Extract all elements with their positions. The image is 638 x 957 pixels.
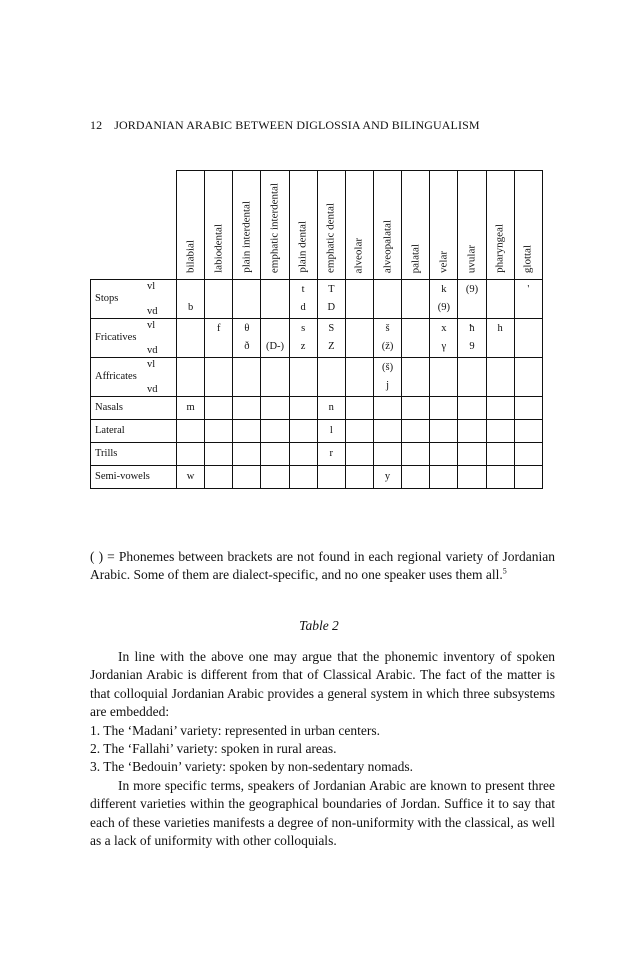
table-cell — [233, 280, 261, 319]
phoneme — [290, 378, 317, 394]
phoneme — [486, 443, 514, 466]
table-cell — [317, 319, 345, 358]
phoneme — [373, 397, 401, 420]
phoneme — [402, 443, 430, 466]
column-header-label: emphatic interdental — [268, 182, 281, 273]
phoneme — [233, 466, 261, 489]
phoneme: k — [441, 284, 447, 295]
phoneme — [402, 339, 429, 355]
row-label — [91, 319, 177, 358]
table-cell — [373, 280, 401, 319]
table-cell — [458, 280, 486, 319]
phoneme — [290, 360, 317, 376]
column-header — [261, 171, 289, 280]
phoneme — [233, 397, 261, 420]
paragraph-2: In more specific terms, speakers of Jordanian Arabic are known to present three different varieties within the geographical boundaries of Jordan. Suffice it to say that each of these varieties manifests a degree of non-uniformity with the classical, as well as a lack of uniformity with other colloquials. — [90, 777, 555, 849]
table-cell — [289, 280, 317, 319]
phoneme: w — [177, 466, 205, 489]
column-header-label: pharyngeal — [493, 224, 506, 273]
phoneme — [289, 420, 317, 443]
body-text — [90, 648, 555, 850]
phoneme: S — [328, 323, 335, 334]
table-cell — [430, 280, 458, 319]
phoneme — [458, 420, 486, 443]
bracket-note — [90, 548, 555, 584]
phoneme: 9 — [469, 341, 475, 352]
phoneme: b — [187, 302, 194, 313]
phoneme — [346, 300, 373, 316]
paragraph-1: In line with the above one may argue that the phonemic inventory of spoken Jordanian Arabic is different from that of Classical Arabic. The fact of the matter is that colloquial Jordanian Arabic provides a general system in which three subsystems are embedded: — [90, 649, 555, 720]
phoneme — [458, 360, 485, 376]
phoneme — [233, 300, 260, 316]
column-header-row — [91, 171, 543, 280]
phoneme — [486, 420, 514, 443]
table-cell — [402, 319, 430, 358]
page-number: 12 — [90, 118, 103, 132]
phoneme — [261, 466, 289, 489]
phoneme — [430, 397, 458, 420]
list-item: 1. The ‘Madani’ variety: represented in urban centers. — [90, 722, 381, 738]
phoneme — [515, 378, 542, 394]
voicing-label: vd — [147, 345, 158, 356]
phoneme: (9) — [437, 302, 450, 313]
phoneme — [177, 360, 204, 376]
bracket-note-text: ( ) = Phonemes between brackets are not found in each regional variety of Jordanian Arabic. Some of them are dialect-specific, and no one speaker uses them all. — [90, 549, 555, 582]
row-label — [91, 280, 177, 319]
table-row — [91, 319, 543, 358]
row-label: Nasals — [91, 397, 177, 420]
phoneme-table — [90, 170, 543, 489]
phoneme — [515, 321, 542, 337]
phoneme — [487, 300, 514, 316]
table-cell — [486, 280, 514, 319]
table-row — [91, 358, 543, 397]
footnote-ref: 5 — [502, 566, 507, 576]
column-header-label: glottal — [521, 244, 534, 273]
phoneme — [177, 339, 204, 355]
manner-label: Fricatives — [95, 332, 137, 343]
phoneme — [402, 360, 429, 376]
phoneme: s — [301, 323, 306, 334]
list-item: 3. The ‘Bedouin’ variety: spoken by non-sedentary nomads. — [90, 759, 414, 775]
table-cell — [261, 358, 289, 397]
phoneme: z — [300, 341, 306, 352]
phoneme — [261, 360, 288, 376]
phoneme: ' — [527, 284, 530, 295]
phoneme — [373, 420, 401, 443]
phoneme — [289, 397, 317, 420]
phoneme: (ž) — [381, 341, 394, 352]
phoneme — [374, 300, 401, 316]
phoneme — [261, 397, 289, 420]
table-cell — [345, 280, 373, 319]
table-cell — [233, 319, 261, 358]
phoneme — [515, 339, 542, 355]
phoneme: n — [317, 397, 345, 420]
phoneme — [261, 282, 288, 298]
phoneme: Z — [328, 341, 335, 352]
table-cell — [177, 319, 205, 358]
phoneme — [515, 360, 542, 376]
column-header-label: palatal — [409, 243, 422, 273]
column-header-label: bilabial — [184, 240, 197, 273]
table-cell — [317, 280, 345, 319]
phoneme-table-body — [91, 280, 543, 489]
phoneme — [233, 443, 261, 466]
phoneme: ð — [244, 341, 250, 352]
manner-label: Stops — [95, 293, 119, 304]
phoneme — [402, 397, 430, 420]
phoneme: γ — [441, 341, 447, 352]
phoneme: l — [317, 420, 345, 443]
column-header-label: plain interdental — [240, 201, 253, 273]
table-cell — [458, 319, 486, 358]
row-label: Trills — [91, 443, 177, 466]
phoneme — [458, 466, 486, 489]
table-row — [91, 420, 543, 443]
column-header — [430, 171, 458, 280]
phoneme — [205, 378, 232, 394]
column-header — [402, 171, 430, 280]
phoneme — [177, 282, 204, 298]
phoneme — [487, 339, 514, 355]
table-cell — [514, 319, 542, 358]
phoneme — [177, 321, 204, 337]
phoneme: y — [373, 466, 401, 489]
row-label: Semi-vowels — [91, 466, 177, 489]
voicing-label: vd — [147, 384, 158, 395]
phoneme — [261, 378, 288, 394]
phoneme — [345, 466, 373, 489]
phoneme — [514, 443, 542, 466]
phoneme — [346, 282, 373, 298]
phoneme — [345, 443, 373, 466]
table-cell — [486, 319, 514, 358]
phoneme: j — [386, 380, 390, 391]
phoneme: x — [441, 323, 447, 334]
phoneme — [515, 300, 542, 316]
phoneme: (š) — [382, 362, 394, 373]
phoneme — [486, 397, 514, 420]
phoneme — [345, 420, 373, 443]
column-header — [205, 171, 233, 280]
phoneme — [486, 466, 514, 489]
table-cell — [345, 358, 373, 397]
phoneme — [289, 466, 317, 489]
phoneme — [205, 420, 233, 443]
table-cell — [289, 319, 317, 358]
table-cell — [430, 319, 458, 358]
phoneme — [402, 420, 430, 443]
table-cell — [177, 358, 205, 397]
phoneme — [205, 466, 233, 489]
phoneme: m — [177, 397, 205, 420]
phoneme — [402, 378, 429, 394]
table-cell — [261, 280, 289, 319]
table-cell — [233, 358, 261, 397]
phoneme — [289, 443, 317, 466]
phoneme — [373, 443, 401, 466]
phoneme: d — [300, 302, 306, 313]
column-header — [345, 171, 373, 280]
column-header-label: plain dental — [296, 221, 309, 273]
phoneme — [402, 466, 430, 489]
phoneme: (9) — [465, 284, 479, 295]
column-header — [317, 171, 345, 280]
phoneme: D — [327, 302, 336, 313]
phoneme — [205, 282, 232, 298]
table-row — [91, 397, 543, 420]
phoneme — [487, 282, 514, 298]
row-label — [91, 358, 177, 397]
column-header-label: alveopalatal — [381, 219, 394, 273]
column-header-label: emphatic dental — [324, 203, 337, 273]
phoneme — [430, 360, 457, 376]
table-cell — [177, 280, 205, 319]
column-header — [233, 171, 261, 280]
running-title: JORDANIAN ARABIC BETWEEN DIGLOSSIA AND BILINGUALISM — [114, 118, 480, 132]
phoneme — [233, 282, 260, 298]
phoneme — [233, 378, 260, 394]
phoneme — [261, 420, 289, 443]
phoneme — [430, 466, 458, 489]
phoneme: š — [385, 323, 390, 334]
manner-label: Affricates — [95, 371, 137, 382]
voicing-label: vl — [147, 281, 156, 292]
table-cell — [205, 280, 233, 319]
table-cell — [373, 358, 401, 397]
phoneme — [346, 378, 373, 394]
phoneme — [458, 443, 486, 466]
table-corner — [91, 171, 177, 280]
column-header — [373, 171, 401, 280]
list-item: 2. The ‘Fallahi’ variety: spoken in rural areas. — [90, 741, 337, 757]
phoneme: T — [328, 284, 335, 295]
phoneme — [317, 466, 345, 489]
phoneme: t — [301, 284, 305, 295]
phoneme — [205, 360, 232, 376]
phoneme — [458, 300, 485, 316]
table-cell — [205, 358, 233, 397]
row-label: Lateral — [91, 420, 177, 443]
phoneme — [458, 397, 486, 420]
phoneme — [487, 378, 514, 394]
running-header — [90, 118, 560, 133]
phoneme — [346, 321, 373, 337]
table-row — [91, 443, 543, 466]
table-row — [91, 466, 543, 489]
column-header — [458, 171, 486, 280]
phoneme — [402, 321, 429, 337]
phoneme — [233, 360, 260, 376]
phoneme — [402, 282, 429, 298]
phoneme — [374, 282, 401, 298]
phoneme — [514, 420, 542, 443]
table-cell — [205, 319, 233, 358]
table-cell — [345, 319, 373, 358]
phoneme — [261, 443, 289, 466]
column-header — [177, 171, 205, 280]
phoneme — [514, 397, 542, 420]
phoneme — [346, 339, 373, 355]
phoneme — [514, 466, 542, 489]
phoneme: θ — [244, 323, 250, 334]
phoneme — [177, 378, 204, 394]
phoneme — [205, 339, 232, 355]
phoneme — [345, 397, 373, 420]
column-header-label: alveolar — [352, 237, 365, 273]
phoneme — [430, 420, 458, 443]
phoneme — [430, 378, 457, 394]
phoneme — [177, 443, 205, 466]
table-cell — [317, 358, 345, 397]
phoneme — [177, 420, 205, 443]
table-cell — [402, 280, 430, 319]
phoneme — [261, 321, 288, 337]
column-header — [289, 171, 317, 280]
table-cell — [458, 358, 486, 397]
column-header-label: velar — [437, 251, 450, 273]
table-cell — [514, 358, 542, 397]
phoneme — [430, 443, 458, 466]
phoneme — [205, 300, 232, 316]
voicing-label: vd — [147, 306, 158, 317]
table-cell — [486, 358, 514, 397]
phoneme — [205, 397, 233, 420]
voicing-label: vl — [147, 320, 156, 331]
column-header-label: labiodental — [212, 224, 225, 273]
column-header — [486, 171, 514, 280]
table-cell — [402, 358, 430, 397]
table-cell — [514, 280, 542, 319]
phoneme: r — [317, 443, 345, 466]
table-cell — [373, 319, 401, 358]
phoneme — [402, 300, 429, 316]
phoneme — [318, 360, 345, 376]
table-cell — [289, 358, 317, 397]
phoneme: ħ — [469, 323, 475, 334]
phoneme — [487, 360, 514, 376]
table-row — [91, 280, 543, 319]
voicing-label: vl — [147, 359, 156, 370]
phoneme — [318, 378, 345, 394]
phoneme — [205, 443, 233, 466]
column-header — [514, 171, 542, 280]
phoneme: f — [216, 323, 221, 334]
phoneme — [261, 300, 288, 316]
phoneme: (D-) — [265, 341, 285, 352]
phoneme — [233, 420, 261, 443]
table-caption: Table 2 — [299, 618, 339, 633]
phoneme — [346, 360, 373, 376]
table-cell — [261, 319, 289, 358]
column-header-label: uvular — [465, 244, 478, 273]
phoneme — [458, 378, 485, 394]
phoneme: h — [497, 323, 503, 334]
table-cell — [430, 358, 458, 397]
